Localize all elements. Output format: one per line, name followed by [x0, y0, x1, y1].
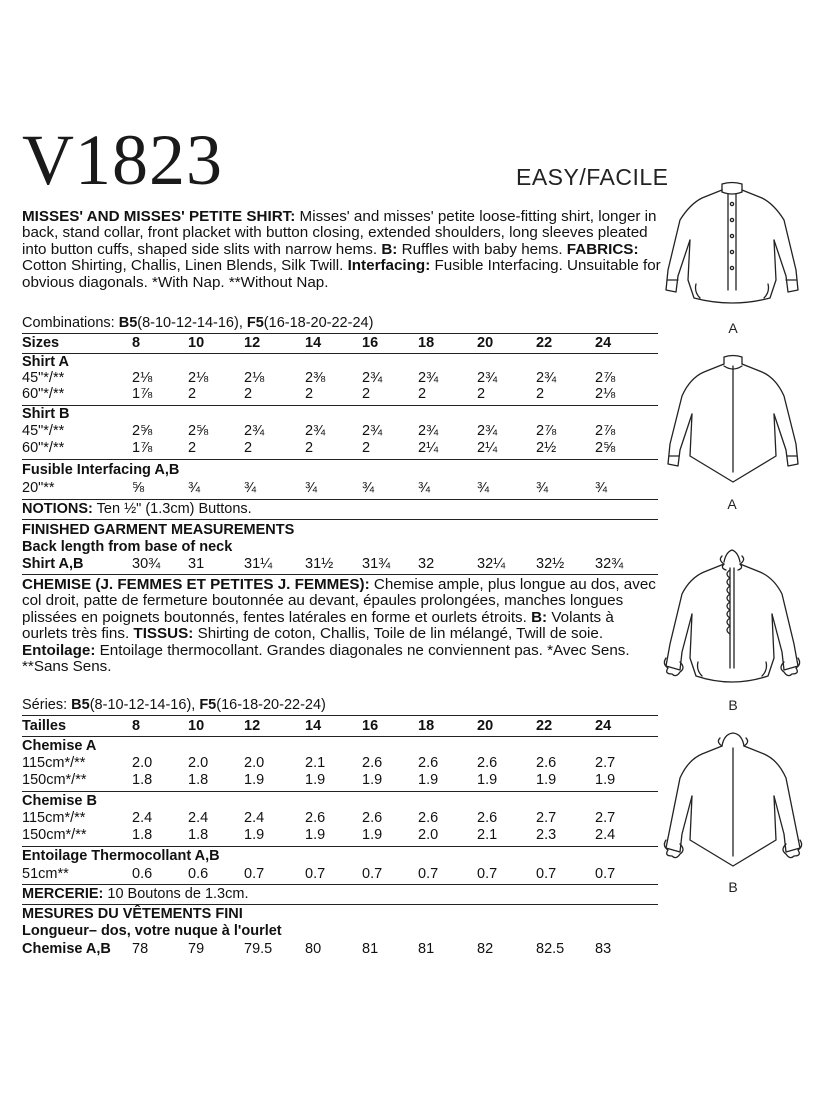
table-cell: 2	[244, 440, 253, 456]
table-cell: 2.1	[305, 755, 326, 771]
description-keyword: Interfacing:	[347, 257, 431, 275]
table-cell: 80	[305, 941, 322, 957]
table-rule	[22, 519, 658, 520]
table-cell: 2.4	[595, 827, 616, 843]
french-description	[22, 577, 662, 675]
table-cell: 2¾	[244, 423, 265, 439]
row-label: Tailles	[22, 718, 67, 734]
table-cell: 18	[418, 718, 435, 734]
shirt-b-45-row	[22, 423, 662, 439]
table-cell: 2⅝	[188, 423, 209, 439]
chemise-a-115-row	[22, 755, 662, 771]
table-cell: 81	[418, 941, 435, 957]
table-cell: 2¾	[362, 370, 383, 386]
table-cell: 83	[595, 941, 612, 957]
table-cell: ¾	[362, 480, 375, 496]
table-cell: 2.6	[477, 755, 498, 771]
description-text: Ruffles with baby hems.	[397, 240, 567, 258]
table-cell: 2⅜	[305, 370, 326, 386]
description-text: Cotton Shirting, Challis, Linen Blends, Silk Twill.	[22, 257, 348, 275]
table-cell: 2.6	[477, 810, 498, 826]
notions-row: NOTIONS: Ten ½" (1.3cm) Buttons.	[22, 501, 252, 517]
difficulty-label: EASY/FACILE	[516, 164, 669, 190]
table-cell: 2	[305, 386, 314, 402]
chemise-a-150-row	[22, 772, 662, 788]
table-rule	[22, 791, 658, 792]
table-rule	[22, 459, 658, 460]
table-cell: 2.4	[188, 810, 209, 826]
table-cell: 2⅛	[595, 386, 616, 402]
table-cell: 0.7	[362, 866, 383, 882]
mercerie-row: MERCERIE: 10 Boutons de 1.3cm.	[22, 886, 249, 902]
table-cell: 14	[305, 335, 322, 351]
table-rule	[22, 715, 658, 716]
table-cell: 2	[477, 386, 486, 402]
table-cell: 2.7	[595, 810, 616, 826]
tailles-header-row	[22, 718, 662, 734]
table-cell: 0.7	[536, 866, 557, 882]
table-cell: 16	[362, 718, 379, 734]
table-rule	[22, 736, 658, 737]
row-label: 150cm*/**	[22, 772, 87, 788]
table-cell: 2⅝	[132, 423, 153, 439]
table-cell: 2.6	[305, 810, 326, 826]
table-cell: 2.6	[362, 810, 383, 826]
table-cell: 31¼	[244, 556, 273, 572]
table-cell: 2.0	[244, 755, 265, 771]
row-label: Chemise A,B	[22, 941, 111, 957]
table-cell: 1.9	[244, 772, 265, 788]
table-cell: 2.6	[536, 755, 557, 771]
table-cell: 2.1	[477, 827, 498, 843]
description-keyword: Entoilage:	[22, 641, 96, 659]
table-cell: ¾	[536, 480, 549, 496]
shirt-a-45-row	[22, 370, 662, 386]
chemise-length-row	[22, 941, 662, 957]
table-cell: 2.0	[132, 755, 153, 771]
table-cell: 24	[595, 335, 612, 351]
row-label: 45"*/**	[22, 370, 65, 386]
figure-label: A	[727, 496, 737, 512]
table-cell: 1.8	[132, 772, 153, 788]
table-cell: 24	[595, 718, 612, 734]
table-cell: 10	[188, 335, 205, 351]
table-cell: 1.9	[362, 827, 383, 843]
table-cell: 16	[362, 335, 379, 351]
table-cell: 0.7	[595, 866, 616, 882]
table-cell: 1.9	[595, 772, 616, 788]
row-label: Sizes	[22, 335, 60, 351]
table-rule	[22, 884, 658, 885]
table-cell: ¾	[418, 480, 431, 496]
table-cell: 1.9	[305, 827, 326, 843]
table-cell: 2	[536, 386, 545, 402]
chemise-b-150-row	[22, 827, 662, 843]
table-cell: 2¾	[536, 370, 557, 386]
table-cell: 2.6	[418, 810, 439, 826]
table-cell: ¾	[477, 480, 490, 496]
description-text: Volants à ourlets très fins.	[22, 608, 614, 643]
table-cell: 2¾	[477, 370, 498, 386]
table-cell: 32	[418, 556, 435, 572]
table-cell: 20	[477, 718, 494, 734]
shirt-a-label-row: Shirt A	[22, 354, 69, 370]
table-cell: 2¼	[418, 440, 439, 456]
table-cell: 1.8	[188, 772, 209, 788]
table-cell: 2	[188, 386, 197, 402]
table-cell: ¾	[595, 480, 608, 496]
table-cell: 82.5	[536, 941, 565, 957]
table-cell: 2.0	[418, 827, 439, 843]
table-cell: 78	[132, 941, 149, 957]
longueur-subtitle: Longueur– dos, votre nuque à l'ourlet	[22, 923, 282, 939]
table-cell: 82	[477, 941, 494, 957]
table-cell: 22	[536, 718, 553, 734]
chemise-b-label-row: Chemise B	[22, 793, 97, 809]
interfacing-label-row: Fusible Interfacing A,B	[22, 462, 180, 478]
table-cell: 31	[188, 556, 205, 572]
row-label: 60"*/**	[22, 386, 65, 402]
description-text: Fusible Interfacing. Unsuitable for obvious diagonals. *With Nap. **Without Nap.	[22, 257, 661, 291]
table-cell: 32¾	[595, 556, 624, 572]
description-keyword: FABRICS:	[566, 240, 639, 258]
row-label: 51cm**	[22, 866, 69, 882]
table-cell: ¾	[244, 480, 257, 496]
table-cell: 2.6	[418, 755, 439, 771]
table-cell: 31½	[305, 556, 334, 572]
entoilage-51-row	[22, 866, 662, 882]
row-label: 115cm*/**	[22, 810, 86, 826]
table-cell: 12	[244, 335, 261, 351]
table-cell: 1⅞	[132, 440, 153, 456]
table-cell: 1.9	[477, 772, 498, 788]
table-cell: 14	[305, 718, 322, 734]
row-label: Shirt A,B	[22, 556, 84, 572]
english-description	[22, 209, 662, 291]
shirt-b-front-illustration	[660, 548, 805, 698]
table-cell: 1.9	[244, 827, 265, 843]
description-keyword: B:	[381, 240, 398, 258]
table-cell: 2	[244, 386, 253, 402]
table-cell: 0.7	[477, 866, 498, 882]
table-cell: 2¾	[362, 423, 383, 439]
table-cell: ¾	[188, 480, 201, 496]
table-cell: 32½	[536, 556, 565, 572]
table-cell: ¾	[305, 480, 318, 496]
table-cell: 1.9	[305, 772, 326, 788]
table-cell: ⅝	[132, 480, 145, 496]
table-cell: 2	[362, 386, 371, 402]
table-cell: 2⅞	[595, 423, 616, 439]
table-cell: 8	[132, 335, 141, 351]
entoilage-label-row: Entoilage Thermocollant A,B	[22, 848, 220, 864]
table-cell: 12	[244, 718, 261, 734]
table-cell: 1⅞	[132, 386, 153, 402]
row-label: 20"**	[22, 480, 55, 496]
description-keyword: CHEMISE (J. FEMMES ET PETITES J. FEMMES):	[22, 576, 370, 593]
table-rule	[22, 333, 658, 334]
table-cell: 1.9	[418, 772, 439, 788]
table-cell: 2⅛	[244, 370, 265, 386]
description-keyword: B:	[531, 608, 548, 626]
table-cell: 0.6	[132, 866, 153, 882]
shirt-a-60-row	[22, 386, 662, 402]
table-cell: 2	[305, 440, 314, 456]
table-cell: 0.7	[244, 866, 265, 882]
table-cell: 0.7	[305, 866, 326, 882]
table-cell: 79	[188, 941, 205, 957]
table-cell: 1.9	[536, 772, 557, 788]
table-cell: 22	[536, 335, 553, 351]
table-cell: 18	[418, 335, 435, 351]
table-rule	[22, 846, 658, 847]
description-keyword: MISSES' AND MISSES' PETITE SHIRT:	[22, 208, 296, 225]
table-cell: 30¾	[132, 556, 161, 572]
table-cell: 31¾	[362, 556, 391, 572]
table-cell: 2	[418, 386, 427, 402]
table-cell: 2	[188, 440, 197, 456]
table-cell: 1.8	[132, 827, 153, 843]
figure-label: A	[728, 320, 738, 336]
chemise-b-115-row	[22, 810, 662, 826]
table-cell: 2⅝	[595, 440, 616, 456]
table-cell: 2.7	[536, 810, 557, 826]
table-rule	[22, 904, 658, 905]
figure-label: B	[728, 697, 738, 713]
table-cell: 0.7	[418, 866, 439, 882]
table-cell: 1.9	[362, 772, 383, 788]
description-text: Shirting de coton, Challis, Toile de lin mélangé, Twill de soie.	[193, 625, 604, 643]
pattern-number: V1823	[22, 120, 223, 200]
combinations-line: Combinations: B5(8-10-12-14-16), F5(16-18-20-22-24)	[22, 315, 374, 331]
chemise-a-label-row: Chemise A	[22, 738, 97, 754]
table-cell: 2¾	[477, 423, 498, 439]
table-cell: 2¾	[418, 423, 439, 439]
table-cell: 2½	[536, 440, 557, 456]
table-cell: 2¼	[477, 440, 498, 456]
table-cell: 2.3	[536, 827, 557, 843]
table-cell: 2.0	[188, 755, 209, 771]
shirt-b-60-row	[22, 440, 662, 456]
shirt-a-front-illustration	[660, 180, 805, 315]
table-cell: 81	[362, 941, 379, 957]
table-cell: 10	[188, 718, 205, 734]
description-text: Misses' and misses' petite loose-fitting shirt, longer in back, stand collar, front placket with button closing, extended shoulders, long sleeves pleated into button cuffs, shaped side slits with narrow hems.	[22, 208, 657, 258]
table-cell: 2¾	[305, 423, 326, 439]
table-cell: 2⅞	[536, 423, 557, 439]
table-cell: 79.5	[244, 941, 273, 957]
figure-label: B	[728, 879, 738, 895]
table-cell: 2.6	[362, 755, 383, 771]
table-cell: 2⅛	[188, 370, 209, 386]
table-cell: 2⅛	[132, 370, 153, 386]
table-cell: 1.8	[188, 827, 209, 843]
series-line: Séries: B5(8-10-12-14-16), F5(16-18-20-22-24)	[22, 697, 326, 713]
interfacing-20-row	[22, 480, 662, 496]
finished-length-row	[22, 556, 662, 572]
table-cell: 32¼	[477, 556, 506, 572]
table-rule	[22, 499, 658, 500]
back-length-subtitle: Back length from base of neck	[22, 539, 233, 555]
table-cell: 8	[132, 718, 141, 734]
table-cell: 2.7	[595, 755, 616, 771]
table-cell: 20	[477, 335, 494, 351]
table-cell: 2⅞	[595, 370, 616, 386]
mesures-title: MESURES DU VÊTEMENTS FINI	[22, 906, 243, 922]
table-cell: 2	[362, 440, 371, 456]
table-rule	[22, 574, 658, 575]
table-cell: 0.6	[188, 866, 209, 882]
shirt-b-label-row: Shirt B	[22, 406, 70, 422]
shirt-a-back-illustration	[660, 352, 805, 487]
row-label: 45"*/**	[22, 423, 65, 439]
description-text: Chemise ample, plus longue au dos, avec col droit, patte de fermeture boutonnée au devant, épaules prolongées, manches longues plissées en poignets boutonnés, fentes latérales en forme et ourlets étroits.	[22, 576, 656, 626]
shirt-b-back-illustration	[660, 732, 805, 877]
finished-measurements-title: FINISHED GARMENT MEASUREMENTS	[22, 522, 295, 538]
sizes-header-row	[22, 335, 662, 351]
description-text: Entoilage thermocollant. Grandes diagonales ne conviennent pas. *Avec Sens. **Sans Sens.	[22, 641, 630, 676]
row-label: 150cm*/**	[22, 827, 87, 843]
table-cell: 2¾	[418, 370, 439, 386]
description-keyword: TISSUS:	[133, 625, 194, 643]
table-cell: 2.4	[244, 810, 265, 826]
table-cell: 2.4	[132, 810, 153, 826]
row-label: 115cm*/**	[22, 755, 86, 771]
row-label: 60"*/**	[22, 440, 65, 456]
